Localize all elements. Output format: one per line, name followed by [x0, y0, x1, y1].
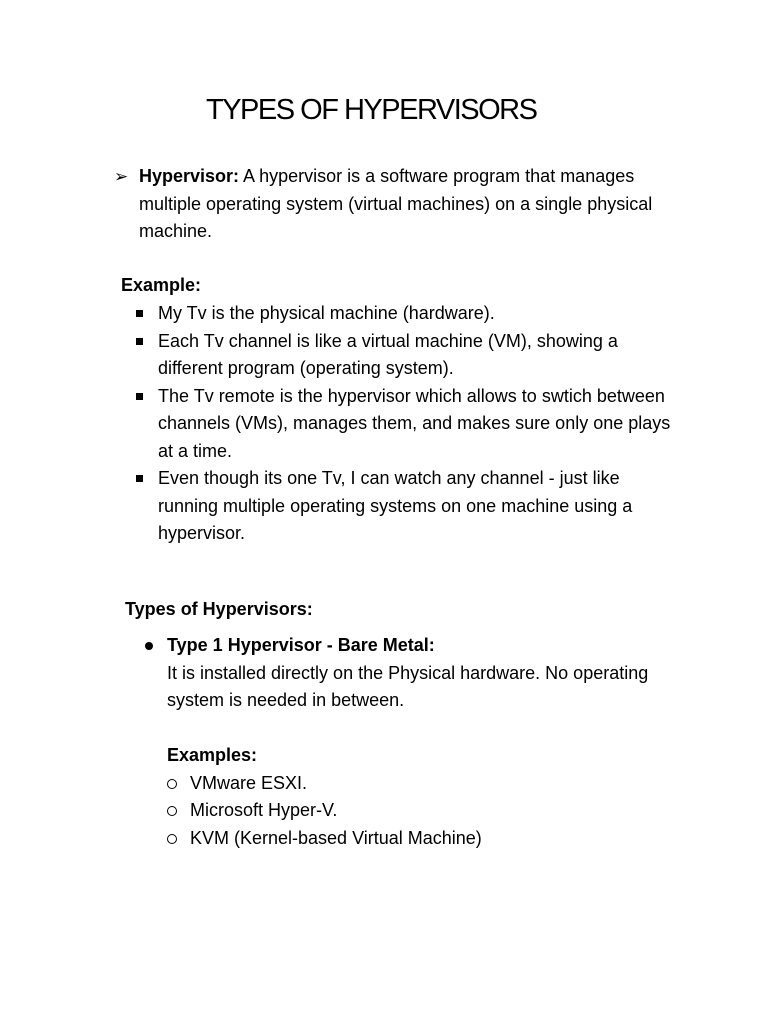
example-item — [133, 465, 673, 548]
hypervisor-definition — [114, 163, 674, 246]
square-bullet-icon — [136, 393, 143, 400]
type1-example-text: KVM (Kernel-based Virtual Machine) — [190, 827, 482, 848]
type1-body — [167, 632, 683, 770]
definition-term: Hypervisor: — [139, 166, 240, 186]
type1-examples-list — [143, 770, 683, 853]
definition-body — [139, 163, 674, 246]
circle-bullet-icon — [167, 834, 177, 844]
example-list — [133, 300, 673, 548]
circle-bullet-icon — [167, 779, 177, 789]
example-item-text: Even though its one Tv, I can watch any channel - just like running multiple operating systems on one machine using a hypervisor. — [158, 468, 633, 543]
square-bullet-icon — [136, 338, 143, 345]
arrow-bullet-icon: ➢ — [114, 167, 129, 186]
circle-bullet-icon — [167, 806, 177, 816]
example-item-text: The Tv remote is the hypervisor which allows to swtich between channels (VMs), manages them, and makes sure only one plays at a time. — [158, 385, 671, 461]
type1-examples-heading: Examples: — [167, 745, 258, 765]
type1-section — [143, 632, 683, 852]
example-item-text: My Tv is the physical machine (hardware). — [158, 303, 495, 323]
type1-example-text: Microsoft Hyper-V. — [190, 800, 338, 820]
type1-example-item — [143, 825, 683, 853]
type1-example-item — [143, 770, 683, 798]
square-bullet-icon — [136, 475, 143, 482]
definition-text: A hypervisor is a software program that manages multiple operating system (virtual machines) on a single physical machine. — [139, 166, 653, 241]
types-heading: Types of Hypervisors: — [125, 599, 313, 619]
example-item-text: Each Tv channel is like a virtual machine (VM), showing a different program (operating system). — [158, 330, 618, 378]
type1-description: It is installed directly on the Physical hardware. No operating system is needed in between. — [167, 662, 649, 710]
round-bullet-icon — [145, 642, 153, 650]
page-title: TYPES OF HYPERVISORS — [206, 94, 537, 126]
type1-example-text: VMware ESXI. — [190, 772, 308, 793]
example-item — [133, 383, 673, 466]
example-heading: Example: — [121, 275, 202, 295]
example-item — [133, 300, 673, 328]
example-item — [133, 328, 673, 383]
type1-example-item — [143, 797, 683, 825]
type1-title: Type 1 Hypervisor - Bare Metal: — [167, 635, 435, 655]
square-bullet-icon — [136, 310, 143, 317]
